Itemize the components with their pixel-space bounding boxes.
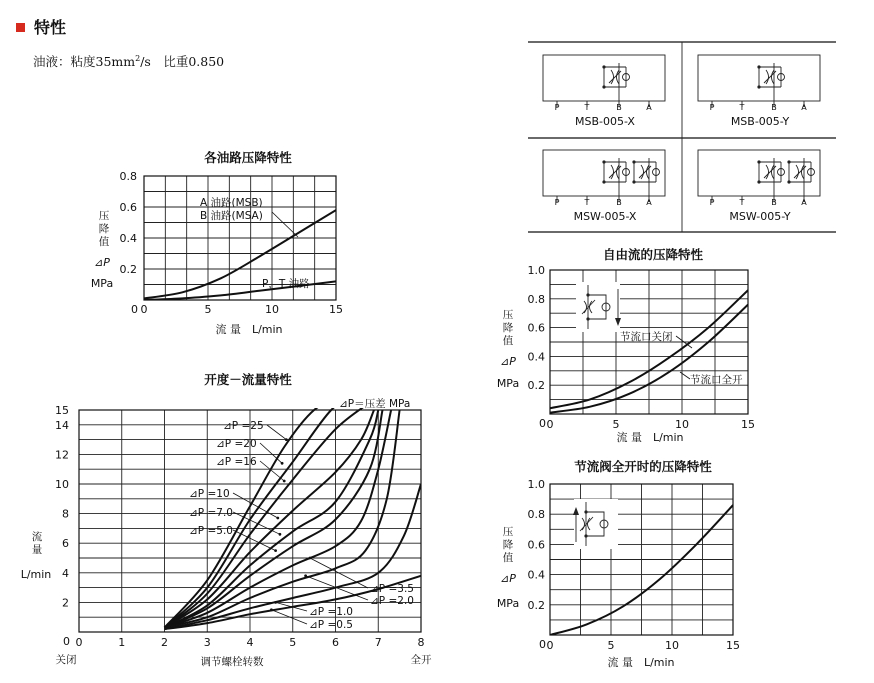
x-tick-label: 15 bbox=[726, 639, 740, 652]
y-axis-symbol: ⊿P bbox=[94, 256, 110, 269]
valve-port-label: B bbox=[616, 103, 622, 112]
y-axis-unit: MPa bbox=[496, 597, 520, 610]
label-leader-tip bbox=[270, 608, 273, 611]
annotation-open: 节流口全开 bbox=[690, 374, 743, 386]
x-tick-label: 1 bbox=[118, 636, 126, 649]
y-axis-unit: L/min bbox=[20, 568, 52, 581]
valve-cell-msb-005-x bbox=[543, 55, 665, 128]
label-leader-tip bbox=[283, 480, 286, 483]
y-tick-label: 0.6 bbox=[527, 321, 545, 335]
y-axis-label-line: 压 bbox=[502, 526, 514, 538]
x-tick-label: 5 bbox=[289, 636, 297, 649]
x-axis-closed-label: 关闭 bbox=[55, 654, 77, 666]
y-axis-label-line: 降 bbox=[502, 539, 514, 551]
y-axis-label-line: 量 bbox=[31, 544, 43, 556]
valve-symbol-panel bbox=[528, 42, 836, 232]
valve-port-label: T bbox=[739, 103, 745, 112]
x-tick-label: 8 bbox=[417, 636, 425, 649]
y-axis-label-line: 压 bbox=[98, 210, 110, 222]
y-tick-label: 6 bbox=[62, 537, 69, 551]
x-tick-label: 0 bbox=[546, 418, 554, 431]
y-axis-label bbox=[497, 309, 519, 390]
x-tick-label: 3 bbox=[203, 636, 211, 649]
x-tick-label: 5 bbox=[612, 418, 620, 431]
y-tick-label: 15 bbox=[55, 404, 69, 417]
section-title: 特性 bbox=[34, 18, 67, 37]
y-tick-label: 0.2 bbox=[119, 263, 137, 276]
series-label: ⊿P =16 bbox=[216, 456, 257, 468]
valve-port-label: P bbox=[554, 103, 560, 112]
valve-port-label: P bbox=[554, 198, 560, 207]
x-tick-label: 10 bbox=[265, 303, 279, 316]
series-label: ⊿P =25 bbox=[223, 420, 264, 432]
valve-cell-msw-005-y bbox=[698, 150, 820, 223]
label-leader bbox=[267, 425, 286, 440]
throttle-valve-symbol bbox=[573, 499, 618, 549]
label-leader-tip bbox=[276, 517, 279, 520]
valve-port-label: T bbox=[739, 198, 745, 207]
fluid-spec-prefix: 油液：粘度35mm bbox=[33, 54, 136, 69]
label-leader-tip bbox=[274, 601, 277, 604]
label-leader-tip bbox=[304, 574, 307, 577]
valve-port-label: A bbox=[801, 198, 807, 207]
y-tick-label: 0.6 bbox=[527, 538, 545, 552]
valve-port-label: A bbox=[646, 103, 652, 112]
y-tick-label: 0.2 bbox=[527, 379, 545, 393]
chart-full-open bbox=[497, 459, 740, 669]
x-tick-label: 15 bbox=[329, 303, 343, 316]
series-label: ⊿P =2.0 bbox=[370, 595, 414, 607]
annotation-b-route: B 油路(MSA) bbox=[200, 210, 263, 222]
valve-cell-msb-005-y bbox=[698, 55, 820, 128]
x-tick-label: 0 bbox=[140, 303, 148, 316]
y-tick-label: 10 bbox=[55, 478, 69, 491]
y-tick-label: 4 bbox=[62, 566, 69, 580]
annotation-pt-route: P，T 油路 bbox=[262, 278, 310, 290]
annotation-leader bbox=[272, 212, 298, 237]
valve-port-label: B bbox=[771, 198, 777, 207]
x-axis-open-label: 全开 bbox=[410, 654, 432, 666]
label-leader bbox=[260, 443, 282, 463]
label-leader-tip bbox=[285, 438, 288, 441]
fluid-spec-suffix: /s 比重0.850 bbox=[140, 54, 225, 69]
x-tick-label: 15 bbox=[741, 418, 755, 431]
x-tick-label: 10 bbox=[675, 418, 689, 431]
x-tick-label: 6 bbox=[332, 636, 339, 649]
chart-title: 自由流的压降特性 bbox=[602, 247, 704, 262]
valve-model-label: MSW-005-Y bbox=[729, 210, 791, 223]
fluid-spec-sup: 2 bbox=[135, 54, 141, 63]
y-tick-label: 0.2 bbox=[527, 598, 545, 612]
chart-opening-flow bbox=[21, 372, 432, 668]
series-label: ⊿P =3.5 bbox=[370, 583, 414, 595]
y-tick-label: 1.0 bbox=[527, 478, 545, 491]
x-tick-label: 4 bbox=[246, 636, 254, 649]
valve-model-label: MSB-005-X bbox=[575, 115, 635, 128]
y-axis-label-line: 值 bbox=[502, 552, 514, 564]
label-leader-tip bbox=[309, 557, 312, 560]
valve-port-label: T bbox=[584, 198, 590, 207]
label-leader-tip bbox=[281, 462, 284, 465]
y-axis-label-line: 压 bbox=[502, 309, 514, 321]
y-tick-label: 1.0 bbox=[527, 264, 545, 277]
y-axis-symbol: ⊿P bbox=[500, 572, 516, 585]
valve-model-label: MSB-005-Y bbox=[730, 115, 790, 128]
series-label: ⊿P =0.5 bbox=[309, 619, 353, 631]
y-tick-label: 0.4 bbox=[527, 350, 545, 364]
x-tick-label: 0 bbox=[546, 639, 554, 652]
check-valve-symbol bbox=[576, 282, 621, 332]
origin-label: 0 bbox=[131, 303, 138, 316]
origin-label: 0 bbox=[539, 417, 546, 430]
y-tick-label: 0.6 bbox=[119, 201, 137, 214]
y-tick-label: 0.4 bbox=[119, 232, 137, 245]
y-tick-label: 0.8 bbox=[527, 508, 545, 522]
y-axis-label-line: 降 bbox=[502, 322, 514, 334]
section-marker-icon bbox=[16, 23, 25, 32]
x-axis-label: 流 量 L/min bbox=[616, 431, 684, 444]
valve-port-label: P bbox=[709, 103, 715, 112]
y-axis-label-line: 降 bbox=[98, 223, 110, 235]
valve-port-label: B bbox=[616, 198, 622, 207]
valve-port-label: P bbox=[709, 198, 715, 207]
series-label: ⊿P =20 bbox=[216, 438, 257, 450]
x-tick-label: 5 bbox=[607, 639, 615, 652]
y-axis-symbol: ⊿P bbox=[500, 355, 516, 368]
chart-title: 开度－流量特性 bbox=[204, 372, 292, 387]
valve-cell-msw-005-x bbox=[543, 150, 665, 223]
valve-model-label: MSW-005-X bbox=[573, 210, 637, 223]
x-tick-label: 0 bbox=[75, 636, 83, 649]
y-axis-label bbox=[21, 530, 52, 581]
y-axis-label bbox=[497, 526, 519, 610]
annotation-leader bbox=[680, 372, 690, 379]
annotation-closed: 节流口关闭 bbox=[620, 331, 673, 343]
y-axis-label-line: 流 bbox=[31, 531, 43, 543]
valve-port-label: B bbox=[771, 103, 777, 112]
valve-port-label: A bbox=[801, 103, 807, 112]
valve-port-label: T bbox=[584, 103, 590, 112]
label-leader-tip bbox=[274, 549, 277, 552]
chart-title: 节流阀全开时的压降特性 bbox=[574, 459, 712, 474]
y-tick-label: 8 bbox=[62, 507, 69, 521]
y-tick-label: 12 bbox=[55, 448, 69, 462]
y-axis-label bbox=[91, 210, 113, 290]
label-leader-tip bbox=[279, 533, 282, 536]
y-axis-label-line: 值 bbox=[502, 335, 514, 347]
series-label: ⊿P =5.0 bbox=[189, 525, 233, 537]
y-axis-unit: MPa bbox=[90, 277, 114, 290]
origin-label: 0 bbox=[539, 638, 546, 651]
x-axis-label: 调节螺栓转数 bbox=[200, 656, 264, 668]
x-axis-label: 流 量 L/min bbox=[215, 323, 283, 336]
series-label: ⊿P =10 bbox=[189, 488, 230, 500]
chart-route-pressure-drop bbox=[91, 150, 343, 336]
x-axis-label: 流 量 L/min bbox=[607, 656, 675, 669]
label-leader bbox=[260, 461, 284, 481]
x-tick-label: 5 bbox=[204, 303, 212, 316]
series-label: ⊿P =7.0 bbox=[189, 507, 233, 519]
valve-port-label: A bbox=[646, 198, 652, 207]
legend-note: ⊿P＝压差 MPa bbox=[339, 398, 411, 410]
y-tick-label: 2 bbox=[62, 596, 69, 610]
annotation-a-route: A 油路(MSB) bbox=[200, 197, 263, 209]
y-tick-label: 0.8 bbox=[527, 292, 545, 306]
series-label: ⊿P =1.0 bbox=[309, 606, 353, 618]
fluid-spec bbox=[33, 54, 224, 69]
x-tick-label: 7 bbox=[374, 636, 382, 649]
y-tick-label: 0.4 bbox=[527, 568, 545, 582]
x-tick-label: 10 bbox=[665, 639, 679, 652]
y-axis-unit: MPa bbox=[496, 377, 520, 390]
y-tick-label: 0.8 bbox=[119, 170, 137, 183]
origin-label: 0 bbox=[63, 635, 70, 648]
chart-free-flow bbox=[497, 247, 755, 444]
y-tick-label: 14 bbox=[55, 418, 69, 432]
y-axis-label-line: 值 bbox=[98, 236, 110, 248]
chart-title: 各油路压降特性 bbox=[204, 150, 292, 165]
x-tick-label: 2 bbox=[161, 636, 168, 649]
